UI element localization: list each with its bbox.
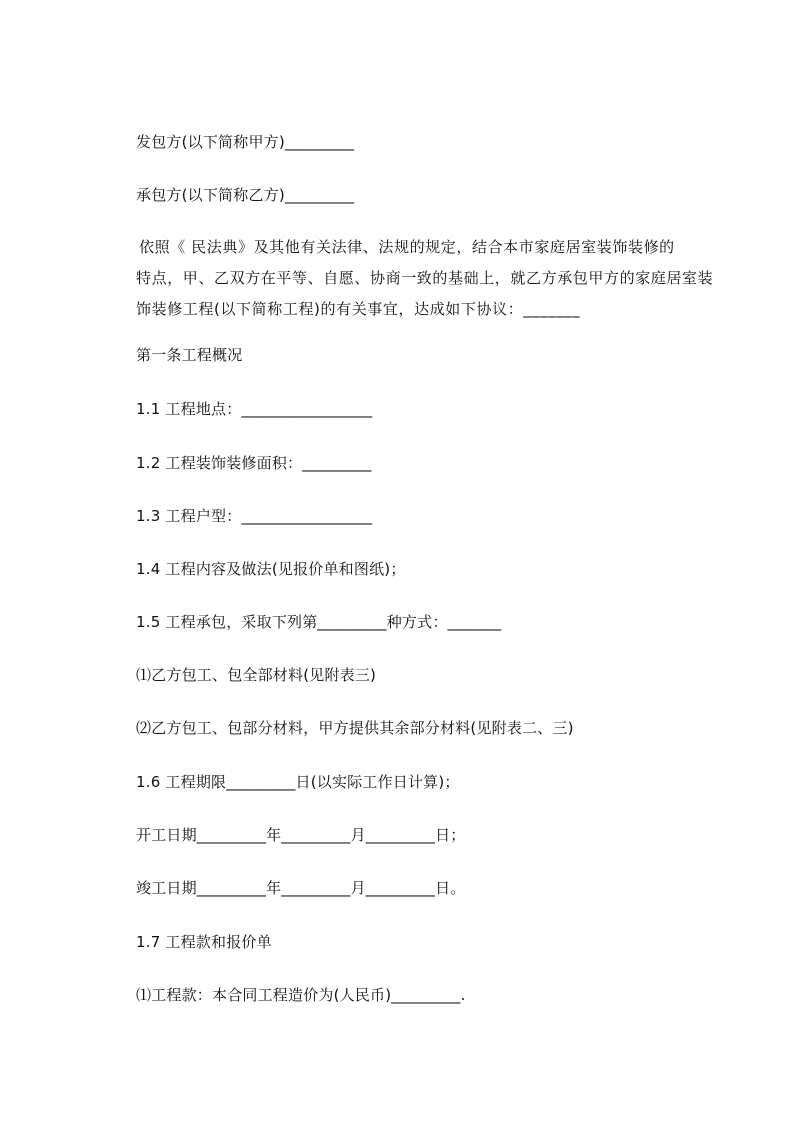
end-date-line: 竣工日期_________年_________月_________日。	[136, 879, 466, 897]
article-1-title: 第一条工程概况	[136, 346, 243, 364]
party-b-line: 承包方(以下简称乙方)_________	[136, 186, 355, 204]
item-1-5-option-2: ⑵乙方包工、包部分材料，甲方提供其余部分材料(见附表二、三)	[136, 719, 574, 737]
item-1-7-1: ⑴工程款：本合同工程造价为(人民币)_________.	[136, 986, 466, 1004]
intro-line: 特点，甲、乙双方在平等、自愿、协商一致的基础上，就乙方承包甲方的家庭居室装	[136, 269, 714, 287]
item-1-6: 1.6 工程期限_________日(以实际工作日计算)；	[136, 773, 460, 791]
item-1-3: 1.3 工程户型：_________________	[136, 507, 373, 525]
item-1-1: 1.1 工程地点：_________________	[136, 400, 373, 418]
item-1-5-option-1: ⑴乙方包工、包全部材料(见附表三)	[136, 666, 377, 684]
item-1-4: 1.4 工程内容及做法(见报价单和图纸)；	[136, 560, 406, 578]
start-date-line: 开工日期_________年_________月_________日；	[136, 826, 466, 844]
intro-line: 依照《 民法典》及其他有关法律、法规的规定，结合本市家庭居室装饰装修的	[139, 238, 675, 256]
item-1-2: 1.2 工程装饰装修面积：_________	[136, 454, 372, 472]
party-a-line: 发包方(以下简称甲方)_________	[136, 133, 355, 151]
intro-paragraph	[136, 236, 714, 329]
item-1-7: 1.7 工程款和报价单	[136, 933, 272, 951]
intro-line: 饰装修工程(以下简称工程)的有关事宜，达成如下协议：_______	[136, 300, 581, 318]
item-1-5: 1.5 工程承包，采取下列第_________种方式：_______	[136, 613, 502, 631]
